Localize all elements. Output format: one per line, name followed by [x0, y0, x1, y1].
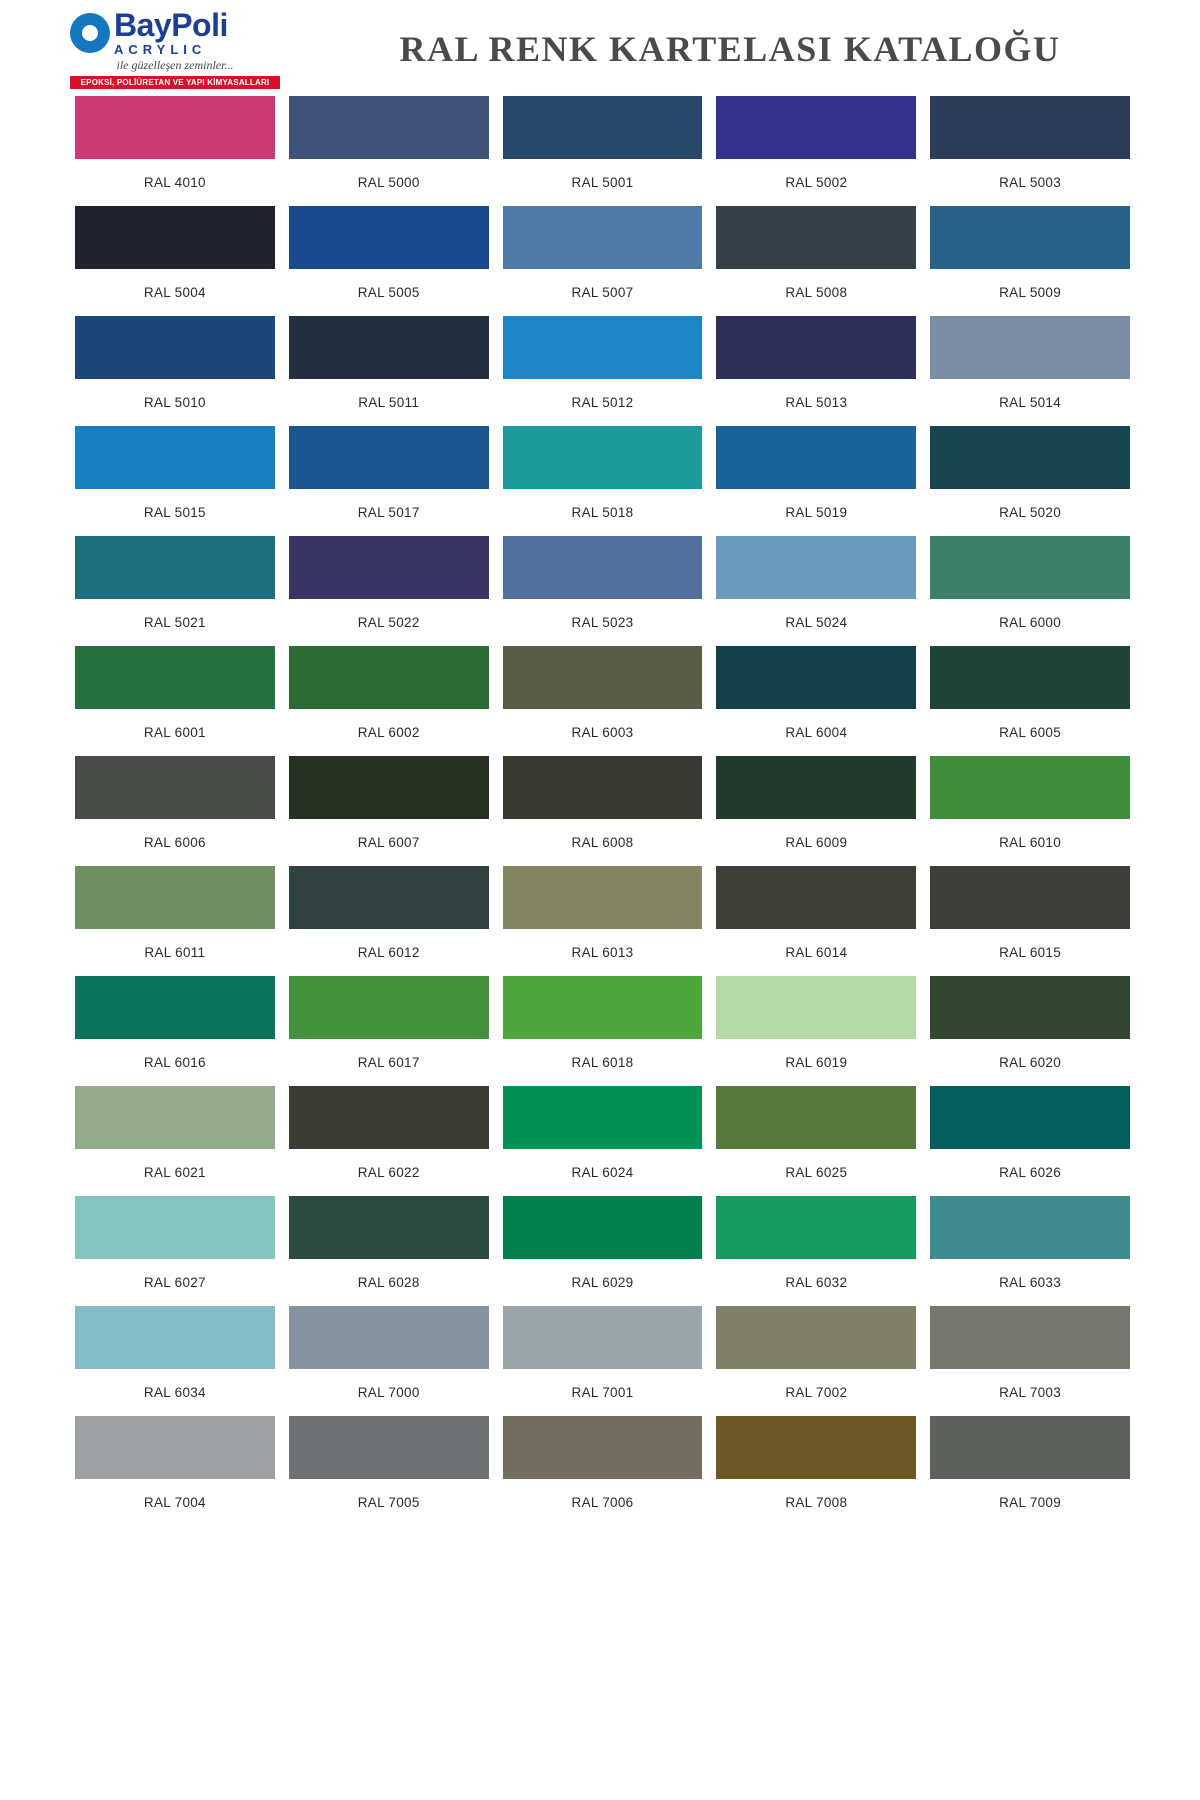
color-chip [75, 1416, 275, 1479]
color-chip [289, 866, 489, 929]
color-chip [75, 96, 275, 159]
swatch-cell [289, 316, 489, 426]
color-code-label: RAL 5013 [785, 395, 848, 410]
color-code-label: RAL 6014 [785, 945, 848, 960]
color-chip [716, 316, 916, 379]
color-chip [716, 96, 916, 159]
color-code-label: RAL 6018 [571, 1055, 634, 1070]
color-chip [75, 206, 275, 269]
swatch-cell [930, 866, 1130, 976]
swatch-cell [289, 1086, 489, 1196]
color-code-label: RAL 6033 [999, 1275, 1062, 1290]
color-code-label: RAL 6021 [143, 1165, 206, 1180]
color-code-label: RAL 6017 [357, 1055, 420, 1070]
color-code-label: RAL 7006 [571, 1495, 634, 1510]
color-chip [503, 866, 703, 929]
color-chip [503, 316, 703, 379]
color-code-label: RAL 7008 [785, 1495, 848, 1510]
color-code-label: RAL 7009 [999, 1495, 1062, 1510]
swatch-cell [503, 316, 703, 426]
color-code-label: RAL 5002 [785, 175, 848, 190]
swatch-cell [716, 426, 916, 536]
color-code-label: RAL 6015 [999, 945, 1062, 960]
color-code-label: RAL 6003 [571, 725, 634, 740]
color-code-label: RAL 5019 [785, 505, 848, 520]
swatch-cell [503, 1086, 703, 1196]
color-code-label: RAL 5024 [785, 615, 848, 630]
swatch-cell [716, 206, 916, 316]
swatch-cell [716, 316, 916, 426]
swatch-cell [930, 536, 1130, 646]
color-chip [503, 536, 703, 599]
color-code-label: RAL 6034 [143, 1385, 206, 1400]
color-code-label: RAL 5004 [143, 285, 206, 300]
swatch-cell [289, 96, 489, 206]
color-code-label: RAL 6032 [785, 1275, 848, 1290]
swatch-cell [289, 206, 489, 316]
swatch-cell [930, 96, 1130, 206]
color-code-label: RAL 6013 [571, 945, 634, 960]
color-code-label: RAL 7005 [357, 1495, 420, 1510]
color-chip [503, 96, 703, 159]
swatch-cell [716, 1196, 916, 1306]
color-chip [930, 1196, 1130, 1259]
color-chip [716, 536, 916, 599]
color-code-label: RAL 5000 [357, 175, 420, 190]
swatch-cell [503, 1196, 703, 1306]
color-chip [716, 1196, 916, 1259]
swatch-cell [716, 1306, 916, 1416]
color-code-label: RAL 6012 [357, 945, 420, 960]
color-chip [289, 756, 489, 819]
color-code-label: RAL 6028 [357, 1275, 420, 1290]
color-chip [289, 1196, 489, 1259]
color-chip [75, 536, 275, 599]
color-code-label: RAL 6025 [785, 1165, 848, 1180]
page-title: RAL RENK KARTELASI KATALOĞU [399, 29, 1061, 69]
color-chip [716, 1306, 916, 1369]
swatch-cell [75, 426, 275, 536]
swatch-cell [716, 756, 916, 866]
color-chip [289, 976, 489, 1039]
swatch-cell [75, 96, 275, 206]
color-chip [289, 536, 489, 599]
color-code-label: RAL 7003 [999, 1385, 1062, 1400]
swatch-grid [0, 96, 1200, 1526]
color-chip [716, 866, 916, 929]
baypoli-circle-icon [70, 13, 110, 53]
color-code-label: RAL 6004 [785, 725, 848, 740]
color-code-label: RAL 6020 [999, 1055, 1062, 1070]
color-chip [503, 206, 703, 269]
color-code-label: RAL 6008 [571, 835, 634, 850]
color-chip [289, 646, 489, 709]
color-chip [930, 976, 1130, 1039]
color-chip [930, 646, 1130, 709]
color-chip [289, 1086, 489, 1149]
color-chip [75, 756, 275, 819]
company-logo [70, 9, 280, 89]
swatch-cell [930, 1196, 1130, 1306]
swatch-cell [289, 1306, 489, 1416]
color-chip [716, 756, 916, 819]
color-code-label: RAL 6026 [999, 1165, 1062, 1180]
swatch-cell [503, 866, 703, 976]
swatch-cell [716, 646, 916, 756]
color-code-label: RAL 6002 [357, 725, 420, 740]
swatch-cell [503, 536, 703, 646]
color-code-label: RAL 7001 [571, 1385, 634, 1400]
color-chip [716, 976, 916, 1039]
color-code-label: RAL 5015 [143, 505, 206, 520]
logo-wordmark [114, 9, 228, 41]
color-code-label: RAL 7002 [785, 1385, 848, 1400]
swatch-cell [930, 426, 1130, 536]
color-chip [75, 426, 275, 489]
color-code-label: RAL 6019 [785, 1055, 848, 1070]
color-chip [930, 866, 1130, 929]
color-code-label: RAL 7000 [357, 1385, 420, 1400]
color-code-label: RAL 5005 [357, 285, 420, 300]
swatch-cell [716, 536, 916, 646]
color-chip [503, 1086, 703, 1149]
color-chip [716, 1086, 916, 1149]
swatch-cell [289, 866, 489, 976]
color-code-label: RAL 5007 [571, 285, 634, 300]
color-code-label: RAL 7004 [143, 1495, 206, 1510]
swatch-cell [75, 536, 275, 646]
swatch-cell [716, 866, 916, 976]
color-code-label: RAL 6006 [143, 835, 206, 850]
logo-bay-text: Bay [114, 7, 172, 43]
color-chip [930, 316, 1130, 379]
color-chip [289, 96, 489, 159]
color-code-label: RAL 6022 [357, 1165, 420, 1180]
color-chip [930, 96, 1130, 159]
swatch-cell [930, 756, 1130, 866]
color-code-label: RAL 5012 [571, 395, 634, 410]
swatch-cell [75, 756, 275, 866]
color-code-label: RAL 6007 [357, 835, 420, 850]
swatch-cell [75, 1086, 275, 1196]
swatch-cell [930, 1086, 1130, 1196]
color-code-label: RAL 6024 [571, 1165, 634, 1180]
logo-poli-text: Poli [171, 7, 228, 43]
swatch-cell [930, 976, 1130, 1086]
color-code-label: RAL 5014 [999, 395, 1062, 410]
color-code-label: RAL 5017 [357, 505, 420, 520]
color-code-label: RAL 6005 [999, 725, 1062, 740]
color-chip [75, 1306, 275, 1369]
swatch-cell [930, 646, 1130, 756]
swatch-cell [716, 976, 916, 1086]
logo-words [114, 9, 228, 56]
color-chip [503, 646, 703, 709]
swatch-cell [503, 206, 703, 316]
color-code-label: RAL 6016 [143, 1055, 206, 1070]
color-code-label: RAL 5010 [143, 395, 206, 410]
color-chip [930, 1306, 1130, 1369]
color-code-label: RAL 5022 [357, 615, 420, 630]
swatch-cell [716, 1416, 916, 1526]
color-code-label: RAL 5021 [143, 615, 206, 630]
color-code-label: RAL 6011 [144, 945, 206, 960]
page-header [0, 0, 1200, 96]
color-chip [75, 646, 275, 709]
logo-acrylic-text: ACRYLIC [114, 42, 207, 57]
swatch-cell [503, 976, 703, 1086]
swatch-cell [289, 536, 489, 646]
swatch-cell [75, 866, 275, 976]
color-chip [930, 1086, 1130, 1149]
swatch-cell [75, 206, 275, 316]
color-code-label: RAL 6009 [785, 835, 848, 850]
color-code-label: RAL 5003 [999, 175, 1062, 190]
color-chip [716, 646, 916, 709]
color-chip [930, 756, 1130, 819]
swatch-cell [930, 316, 1130, 426]
color-code-label: RAL 6029 [571, 1275, 634, 1290]
color-code-label: RAL 4010 [143, 175, 206, 190]
swatch-cell [75, 976, 275, 1086]
swatch-cell [289, 1196, 489, 1306]
swatch-cell [289, 1416, 489, 1526]
swatch-cell [716, 96, 916, 206]
color-chip [75, 866, 275, 929]
logo-ribbon: EPOKSİ, POLİÜRETAN VE YAPI KİMYASALLARI [70, 76, 280, 89]
color-chip [289, 426, 489, 489]
swatch-cell [503, 426, 703, 536]
color-chip [503, 426, 703, 489]
color-chip [289, 316, 489, 379]
swatch-cell [930, 1306, 1130, 1416]
swatch-cell [75, 316, 275, 426]
color-chip [503, 1196, 703, 1259]
color-chip [75, 1086, 275, 1149]
swatch-cell [289, 976, 489, 1086]
swatch-cell [503, 1416, 703, 1526]
color-code-label: RAL 5001 [571, 175, 634, 190]
color-chip [930, 426, 1130, 489]
color-chip [716, 206, 916, 269]
color-chip [503, 1416, 703, 1479]
swatch-cell [289, 756, 489, 866]
color-chip [289, 1306, 489, 1369]
color-chip [930, 1416, 1130, 1479]
swatch-cell [503, 1306, 703, 1416]
swatch-cell [75, 1306, 275, 1416]
swatch-cell [75, 1416, 275, 1526]
swatch-cell [503, 646, 703, 756]
swatch-cell [930, 206, 1130, 316]
color-chip [75, 316, 275, 379]
swatch-cell [289, 646, 489, 756]
color-code-label: RAL 5020 [999, 505, 1062, 520]
color-chip [930, 206, 1130, 269]
color-code-label: RAL 5009 [999, 285, 1062, 300]
swatch-cell [75, 1196, 275, 1306]
color-code-label: RAL 5023 [571, 615, 634, 630]
color-code-label: RAL 6000 [999, 615, 1062, 630]
swatch-cell [75, 646, 275, 756]
color-code-label: RAL 6010 [999, 835, 1062, 850]
color-code-label: RAL 6001 [143, 725, 206, 740]
color-chip [75, 976, 275, 1039]
color-chip [503, 1306, 703, 1369]
color-chip [716, 426, 916, 489]
color-code-label: RAL 6027 [143, 1275, 206, 1290]
swatch-cell [716, 1086, 916, 1196]
swatch-cell [503, 96, 703, 206]
color-code-label: RAL 5011 [358, 395, 420, 410]
color-chip [930, 536, 1130, 599]
color-chip [503, 756, 703, 819]
color-chip [289, 1416, 489, 1479]
color-chip [716, 1416, 916, 1479]
logo-slogan: ile güzelleşen zeminler... [116, 58, 234, 72]
swatch-cell [289, 426, 489, 536]
logo-main [70, 9, 280, 56]
color-chip [289, 206, 489, 269]
swatch-cell [930, 1416, 1130, 1526]
color-code-label: RAL 5008 [785, 285, 848, 300]
color-code-label: RAL 5018 [571, 505, 634, 520]
color-chip [75, 1196, 275, 1259]
color-chip [503, 976, 703, 1039]
swatch-cell [503, 756, 703, 866]
